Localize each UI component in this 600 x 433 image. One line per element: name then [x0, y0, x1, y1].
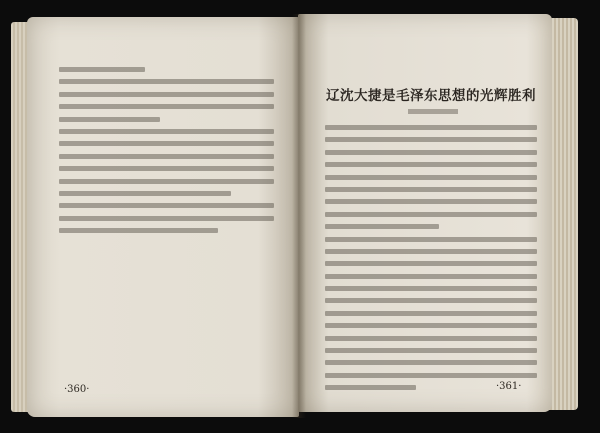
text-line [59, 203, 274, 208]
text-line [59, 179, 274, 184]
text-line [325, 323, 537, 328]
text-line [325, 150, 537, 155]
text-line [59, 216, 274, 221]
text-line [325, 373, 537, 378]
text-line [59, 129, 274, 134]
text-line [325, 249, 537, 254]
text-line [325, 298, 537, 303]
right-page-text [325, 125, 537, 398]
text-line [59, 117, 160, 122]
text-line [325, 199, 537, 204]
article-heading: 辽沈大捷是毛泽东思想的光辉胜利 [326, 88, 536, 104]
text-line [325, 261, 537, 266]
book-gutter [292, 14, 306, 418]
article-byline [408, 109, 458, 114]
text-line [59, 228, 218, 233]
text-line [59, 191, 231, 196]
text-line [325, 224, 439, 229]
text-line [325, 311, 537, 316]
text-line [325, 137, 537, 142]
text-line [325, 274, 537, 279]
text-line [59, 67, 145, 72]
text-line [325, 348, 537, 353]
left-page-number: ·360· [64, 384, 90, 395]
text-line [325, 212, 537, 217]
text-line [325, 125, 537, 130]
text-line [59, 154, 274, 159]
text-line [325, 336, 537, 341]
text-line [325, 187, 537, 192]
text-line [325, 162, 537, 167]
text-line [59, 166, 274, 171]
text-line [59, 92, 274, 97]
text-line [59, 141, 274, 146]
text-line [59, 104, 274, 109]
left-page-text [59, 67, 274, 240]
page-stack-right [548, 18, 578, 410]
text-line [59, 79, 274, 84]
text-line [325, 237, 537, 242]
text-line [325, 286, 537, 291]
text-line [325, 360, 537, 365]
right-page-number: ·361· [496, 381, 522, 392]
text-line [325, 385, 416, 390]
text-line [325, 175, 537, 180]
